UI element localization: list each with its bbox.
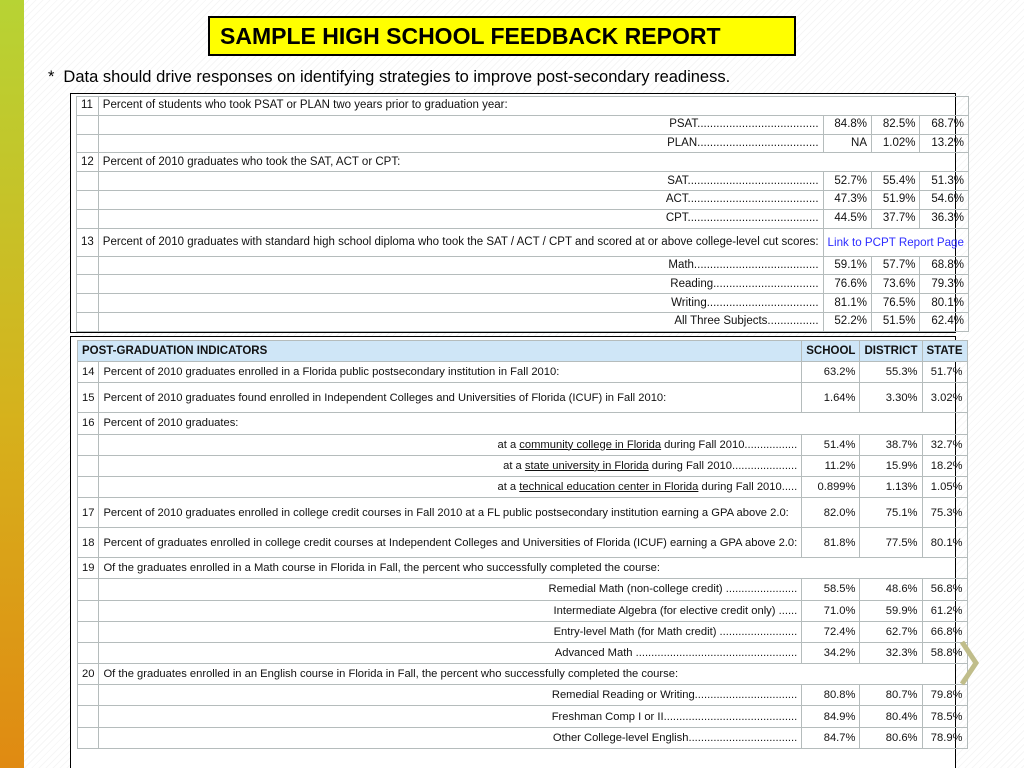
empty-cell [77,172,99,191]
school-value: 71.0% [802,600,860,621]
table-row [77,153,969,172]
label-suffix: during Fall 2010..... [698,481,798,494]
state-value: 75.3% [922,498,967,528]
empty-cell [78,727,99,748]
table-row [78,476,968,497]
state-value: 51.7% [922,362,967,383]
table-row [78,362,968,383]
district-value: 51.5% [872,312,920,331]
table-row [78,685,968,706]
school-value: 0.899% [802,476,860,497]
district-value: 37.7% [872,209,920,228]
school-value: 52.7% [823,172,871,191]
state-value: 62.4% [920,312,968,331]
label-prefix: at a [497,481,520,494]
table-row [78,558,968,579]
row-label: Freshman Comp I or II........................................... [99,706,802,727]
table-row [78,664,968,685]
district-value: 1.02% [872,134,920,153]
district-value: 80.6% [860,727,922,748]
district-value: 38.7% [860,434,922,455]
row-number: 20 [78,664,99,685]
empty-cell [78,621,99,642]
district-value: 76.5% [872,294,920,313]
page-title: SAMPLE HIGH SCHOOL FEEDBACK REPORT [208,16,796,56]
school-value: 84.7% [802,727,860,748]
district-value: 62.7% [860,621,922,642]
school-value: 81.8% [802,528,860,558]
empty-cell [78,579,99,600]
district-value: 48.6% [860,579,922,600]
district-value: 59.9% [860,600,922,621]
table-row [78,579,968,600]
empty-cell [78,476,99,497]
district-value: 55.4% [872,172,920,191]
row-label: Reading................................. [98,275,823,294]
row-label: ACT......................................... [98,190,823,209]
table-row [77,294,969,313]
empty-cell [78,434,99,455]
school-value: 52.2% [823,312,871,331]
district-value: 1.13% [860,476,922,497]
table-row [78,413,968,434]
row-description: Percent of 2010 graduates found enrolled in Independent Colleges and Universities of Florida (ICUF) in Fall 2010: [99,383,802,413]
school-value: 72.4% [802,621,860,642]
empty-cell [77,209,99,228]
state-value: 36.3% [920,209,968,228]
state-value: 68.8% [920,256,968,275]
school-value: 84.9% [802,706,860,727]
district-value: 77.5% [860,528,922,558]
school-value: 80.8% [802,685,860,706]
row-description: Percent of graduates enrolled in college credit courses at Independent Colleges and Universities of Florida (ICUF) earning a GPA above 2.0: [99,528,802,558]
row-label: Writing................................... [98,294,823,313]
note-line [48,68,730,87]
empty-cell [78,706,99,727]
district-value: 15.9% [860,455,922,476]
table-row [78,528,968,558]
state-value: 13.2% [920,134,968,153]
row-label: All Three Subjects................ [98,312,823,331]
row-description: Of the graduates enrolled in an English course in Florida in Fall, the percent who successfully completed the course: [99,664,967,685]
post-graduation-panel [70,336,963,768]
row-label: Entry-level Math (for Math credit) ......................... [99,621,802,642]
row-number: 15 [78,383,99,413]
state-value: 56.8% [922,579,967,600]
label-prefix: at a [497,438,520,451]
empty-cell [77,115,99,134]
state-university-link[interactable]: state university in Florida [524,459,649,472]
district-value: 75.1% [860,498,922,528]
school-value: 1.64% [802,383,860,413]
table-row [77,134,969,153]
row-number: 19 [78,558,99,579]
table-row [77,228,969,256]
table-row [78,455,968,476]
table-row [78,621,968,642]
table-row [77,275,969,294]
row-label: Remedial Reading or Writing................................. [99,685,802,706]
table-row [78,706,968,727]
state-value: 66.8% [922,621,967,642]
post-graduation-table [77,340,968,749]
row-description: Percent of 2010 graduates who took the SAT, ACT or CPT: [98,153,968,172]
school-value: NA [823,134,871,153]
table-row [78,434,968,455]
table-row [77,209,969,228]
district-value: 73.6% [872,275,920,294]
table-row [78,498,968,528]
district-value: 3.30% [860,383,922,413]
school-value: 47.3% [823,190,871,209]
row-number: 16 [78,413,99,434]
state-value: 32.7% [922,434,967,455]
label-suffix: during Fall 2010..................... [648,459,798,472]
school-value: 84.8% [823,115,871,134]
state-value: 18.2% [922,455,967,476]
state-value: 78.9% [922,727,967,748]
row-label: PSAT...................................... [98,115,823,134]
row-number: 18 [78,528,99,558]
row-number: 13 [77,228,99,256]
row-label: Math....................................... [98,256,823,275]
state-value: 79.3% [920,275,968,294]
school-value: 59.1% [823,256,871,275]
label-suffix: during Fall 2010................. [661,438,798,451]
row-label: CPT......................................... [98,209,823,228]
state-value: 58.8% [922,642,967,663]
pcpt-report-link[interactable]: Link to PCPT Report Page [823,228,968,256]
test-participation-panel [70,93,964,333]
district-value: 80.7% [860,685,922,706]
note-text: Data should drive responses on identifying strategies to improve post-secondary readiness. [63,68,731,86]
row-description: Of the graduates enrolled in a Math course in Florida in Fall, the percent who successfully completed the course: [99,558,967,579]
state-value: 51.3% [920,172,968,191]
empty-cell [77,275,99,294]
school-value: 34.2% [802,642,860,663]
technical-center-link[interactable]: technical education center in Florida [519,481,699,494]
state-value: 3.02% [922,383,967,413]
school-value: 82.0% [802,498,860,528]
row-label: SAT......................................... [98,172,823,191]
state-value: 1.05% [922,476,967,497]
school-value: 63.2% [802,362,860,383]
table-row [77,312,969,331]
header-state: STATE [922,341,967,362]
school-value: 76.6% [823,275,871,294]
empty-cell [78,642,99,663]
row-description: Percent of 2010 graduates enrolled in college credit courses in Fall 2010 at a FL public postsecondary institution earning a GPA above 2.0: [99,498,802,528]
empty-cell [78,455,99,476]
test-participation-table [76,96,969,332]
row-description: Percent of students who took PSAT or PLAN two years prior to graduation year: [98,97,968,116]
row-description: Percent of 2010 graduates: [99,413,967,434]
school-value: 58.5% [802,579,860,600]
district-value: 32.3% [860,642,922,663]
header-title: POST-GRADUATION INDICATORS [78,341,802,362]
row-label [99,455,802,476]
table-row [77,115,969,134]
table-row [78,727,968,748]
decorative-side-bar [0,0,24,768]
row-label: Remedial Math (non-college credit) ....................... [99,579,802,600]
row-label: Intermediate Algebra (for elective credit only) ...... [99,600,802,621]
district-value: 57.7% [872,256,920,275]
empty-cell [78,685,99,706]
district-value: 80.4% [860,706,922,727]
next-slide-chevron-icon[interactable] [958,638,980,688]
state-value: 54.6% [920,190,968,209]
header-school: SCHOOL [802,341,860,362]
chevron-right-icon [958,638,980,688]
state-value: 80.1% [920,294,968,313]
district-value: 55.3% [860,362,922,383]
state-value: 68.7% [920,115,968,134]
table-row [77,190,969,209]
community-college-link[interactable]: community college in Florida [519,438,662,451]
row-number: 11 [77,97,99,116]
note-bullet: * [48,68,55,86]
table-row [78,600,968,621]
empty-cell [77,312,99,331]
row-label: Advanced Math .................................................... [99,642,802,663]
row-label: Other College-level English................................... [99,727,802,748]
row-number: 14 [78,362,99,383]
state-value: 79.8% [922,685,967,706]
table-row [77,256,969,275]
label-prefix: at a [503,459,525,472]
table-row [78,383,968,413]
district-value: 82.5% [872,115,920,134]
row-description: Percent of 2010 graduates with standard high school diploma who took the SAT / ACT / CPT and scored at or above college-level cut scores: [98,228,823,256]
header-district: DISTRICT [860,341,922,362]
table-row [77,172,969,191]
empty-cell [77,256,99,275]
empty-cell [77,190,99,209]
school-value: 44.5% [823,209,871,228]
row-number: 12 [77,153,99,172]
state-value: 80.1% [922,528,967,558]
school-value: 51.4% [802,434,860,455]
table-row [77,97,969,116]
row-label [99,476,802,497]
state-value: 61.2% [922,600,967,621]
empty-cell [78,600,99,621]
district-value: 51.9% [872,190,920,209]
row-label [99,434,802,455]
row-description: Percent of 2010 graduates enrolled in a Florida public postsecondary institution in Fall 2010: [99,362,802,383]
empty-cell [77,294,99,313]
empty-cell [77,134,99,153]
state-value: 78.5% [922,706,967,727]
school-value: 11.2% [802,455,860,476]
row-label: PLAN...................................... [98,134,823,153]
school-value: 81.1% [823,294,871,313]
table-header [78,341,968,362]
row-number: 17 [78,498,99,528]
table-row [78,642,968,663]
